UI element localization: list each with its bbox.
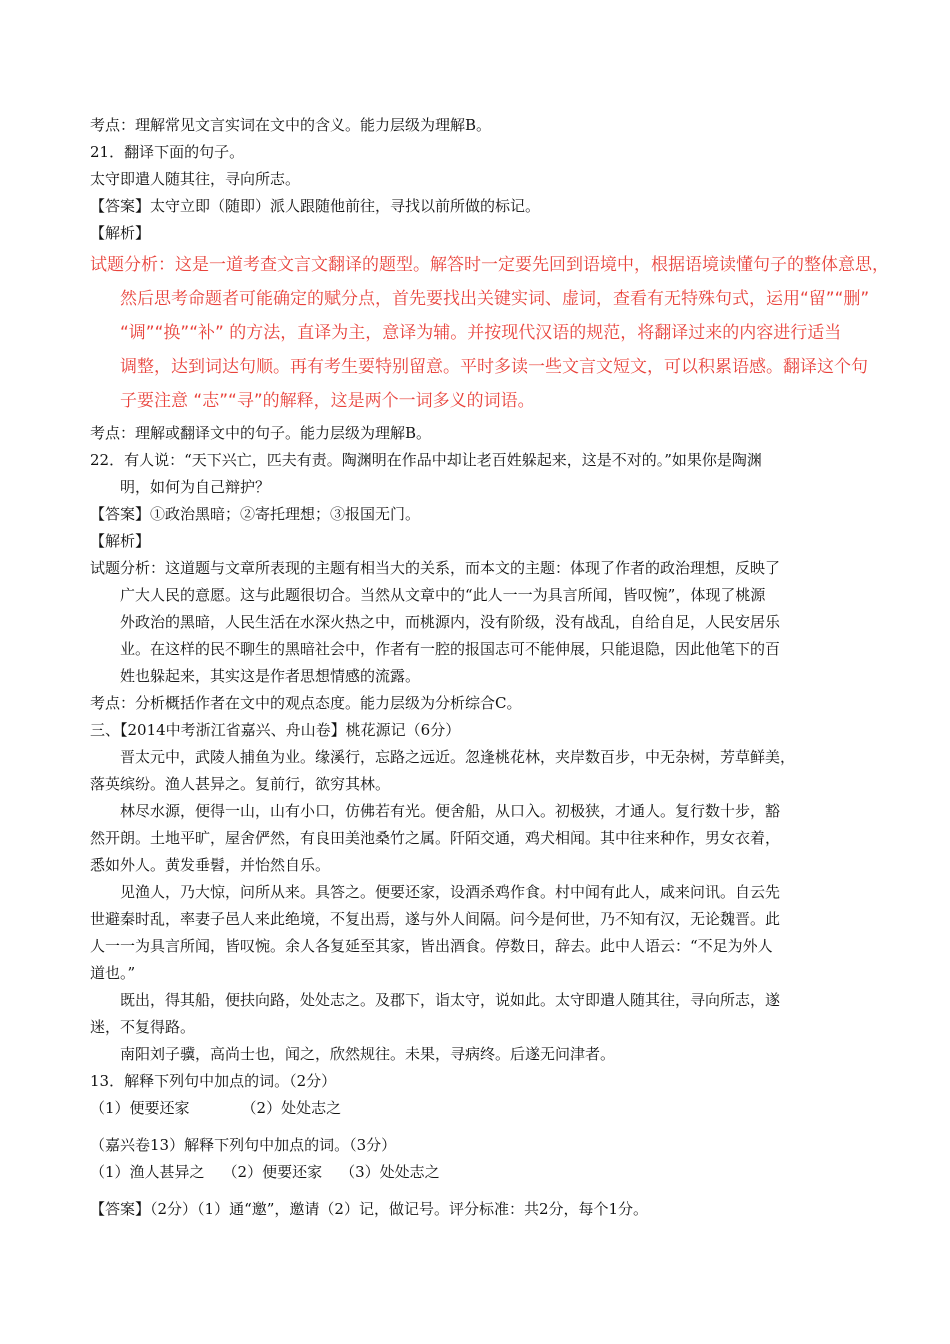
passage-line: 见渔人，乃大惊，问所从来。具答之。便要还家，设酒杀鸡作食。村中闻有此人，咸来问讯。自云先 bbox=[120, 883, 781, 901]
jiaxing-item-2: （2）便要还家 bbox=[222, 1163, 323, 1181]
question-22-cont: 明，如何为自己辩护？ bbox=[120, 478, 271, 496]
passage-line: 道也。” bbox=[90, 964, 136, 982]
passage-line: 落英缤纷。渔人甚异之。复前行，欲穷其林。 bbox=[90, 775, 391, 793]
analysis-line: 然后思考命题者可能确定的赋分点，首先要找出关键实词、虚词，查看有无特殊句式，运用“留”“删” bbox=[120, 289, 870, 309]
passage-paragraph bbox=[90, 744, 870, 798]
passage-line: 悉如外人。黄发垂髫，并怡然自乐。 bbox=[90, 856, 331, 874]
exam-point-line: 考点：理解或翻译文中的句子。能力层级为理解B。 bbox=[90, 424, 432, 442]
analysis-line: 试题分析：这道题与文章所表现的主题有相当大的关系，而本文的主题：体现了作者的政治理想，反映了 bbox=[90, 559, 781, 577]
question-22: 22．有人说：“天下兴亡，匹夫有责。陶渊明在作品中却让老百姓躲起来，这是不对的。”如果你是陶渊 bbox=[90, 451, 762, 469]
question-13-items bbox=[90, 1095, 870, 1122]
analysis-line: 广大人民的意愿。这与此题很切合。当然从文章中的“此人一一为具言所闻，皆叹惋”，体现了桃源 bbox=[120, 586, 766, 604]
passage-paragraph: 南阳刘子骥，高尚士也，闻之，欣然规往。未果，寻病终。后遂无问津者。 bbox=[120, 1045, 616, 1063]
passage-paragraph bbox=[90, 798, 870, 879]
question-13: 13．解释下列句中加点的词。（2分） bbox=[90, 1072, 337, 1090]
exam-point-line: 考点：理解常见文言实词在文中的含义。能力层级为理解B。 bbox=[90, 116, 492, 134]
analysis-line: 调整，达到词达句顺。再有考生要特别留意。平时多读一些文言文短文，可以积累语感。翻译这个句 bbox=[120, 357, 868, 377]
answer-22: 【答案】①政治黑暗；②寄托理想；③报国无门。 bbox=[90, 505, 421, 523]
analysis-line: 业。在这样的民不聊生的黑暗社会中，作者有一腔的报国志可不能伸展，只能退隐，因此他笔下的百 bbox=[120, 640, 781, 658]
question-13-item-1: （1）便要还家 bbox=[90, 1099, 190, 1117]
passage-paragraph bbox=[90, 987, 870, 1041]
jiaxing-item-1: （1）渔人甚异之 bbox=[90, 1163, 205, 1181]
jiaxing-question: （嘉兴卷13）解释下列句中加点的词。（3分） bbox=[90, 1136, 397, 1154]
analysis-line: 姓也躲起来，其实这是作者思想情感的流露。 bbox=[120, 667, 421, 685]
passage-line: 林尽水源，便得一山，山有小口，仿佛若有光。便舍船，从口入。初极狭，才通人。复行数十步，豁 bbox=[120, 802, 781, 820]
jiaxing-item-3: （3）处处志之 bbox=[340, 1163, 440, 1181]
question-21-sentence: 太守即遣人随其往，寻向所志。 bbox=[90, 170, 301, 188]
passage-line: 晋太元中，武陵人捕鱼为业。缘溪行，忘路之远近。忽逢桃花林，夹岸数百步，中无杂树，芳草鲜美， bbox=[120, 748, 796, 766]
question-21: 21．翻译下面的句子。 bbox=[90, 143, 245, 161]
jiaxing-question-items bbox=[90, 1159, 870, 1186]
answer-13: 【答案】（2分）（1）通“邀”，邀请（2）记，做记号。评分标准：共2分，每个1分。 bbox=[90, 1200, 649, 1218]
passage-line: 世避秦时乱，率妻子邑人来此绝境，不复出焉，遂与外人间隔。问今是何世，乃不知有汉，无论魏晋。此 bbox=[90, 910, 781, 928]
question-13-item-2: （2）处处志之 bbox=[241, 1099, 342, 1117]
analysis-heading-21: 【解析】 bbox=[90, 224, 151, 242]
passage-line: 人一一为具言所闻，皆叹惋。余人各复延至其家，皆出酒食。停数日，辞去。此中人语云：“不足为外人 bbox=[90, 937, 773, 955]
analysis-heading-22: 【解析】 bbox=[90, 532, 151, 550]
section-three-title: 三、【2014中考浙江省嘉兴、舟山卷】桃花源记（6分） bbox=[90, 721, 461, 739]
answer-21: 【答案】太守立即（随即）派人跟随他前往，寻找以前所做的标记。 bbox=[90, 197, 541, 215]
analysis-line: “调”“换”“补” 的方法，直译为主，意译为辅。并按现代汉语的规范，将翻译过来的内容进行适当 bbox=[120, 323, 842, 343]
handwritten-analysis-21 bbox=[90, 248, 889, 418]
analysis-line: 试题分析：这是一道考查文言文翻译的题型。解答时一定要先回到语境中，根据语境读懂句子的整体意思， bbox=[90, 255, 889, 275]
exam-point-line: 考点：分析概括作者在文中的观点态度。能力层级为分析综合C。 bbox=[90, 694, 522, 712]
passage-line: 既出，得其船，便扶向路，处处志之。及郡下，诣太守，说如此。太守即遣人随其往，寻向所志，遂 bbox=[120, 991, 781, 1009]
passage-line: 迷，不复得路。 bbox=[90, 1018, 196, 1036]
analysis-line: 子要注意 “志”“寻”的解释，这是两个一词多义的词语。 bbox=[120, 391, 535, 411]
passage-line: 然开朗。土地平旷，屋舍俨然，有良田美池桑竹之属。阡陌交通，鸡犬相闻。其中往来种作，男女衣着， bbox=[90, 829, 781, 847]
analysis-line: 外政治的黑暗，人民生活在水深火热之中，而桃源内，没有阶级，没有战乱，自给自足，人民安居乐 bbox=[120, 613, 781, 631]
passage-paragraph bbox=[90, 879, 870, 987]
analysis-22 bbox=[90, 555, 870, 690]
